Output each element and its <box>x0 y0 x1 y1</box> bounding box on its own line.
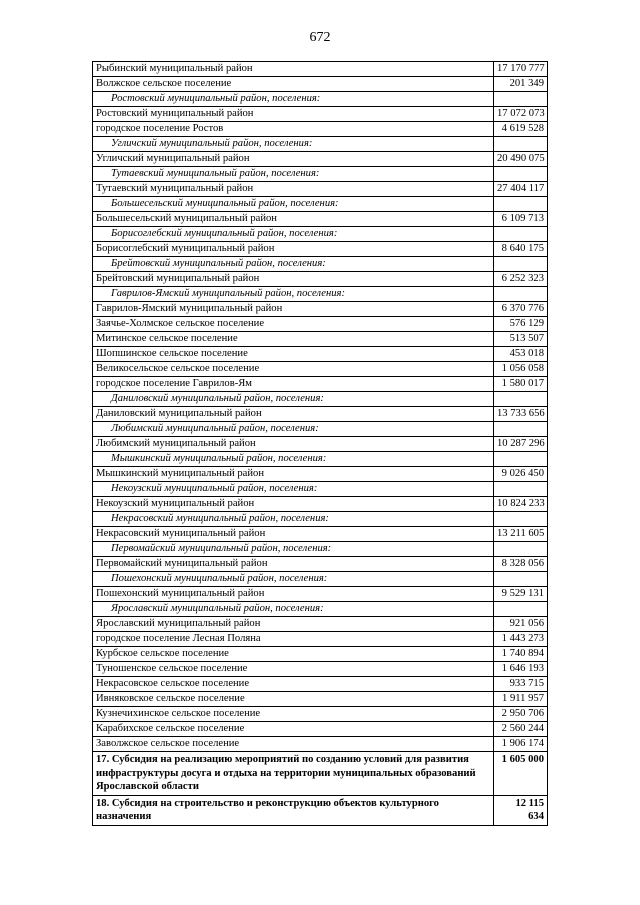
row-name: Ивняковское сельское поселение <box>93 692 494 707</box>
row-value: 12 115 634 <box>494 795 548 825</box>
row-name: Даниловский муниципальный район, поселения: <box>93 392 494 407</box>
row-name: Туношенское сельское поселение <box>93 662 494 677</box>
row-value <box>494 167 548 182</box>
table-row <box>93 737 548 752</box>
row-name: Кузнечихинское сельское поселение <box>93 707 494 722</box>
section-header-row <box>93 392 548 407</box>
row-value: 453 018 <box>494 347 548 362</box>
row-value: 201 349 <box>494 77 548 92</box>
row-name: Некоузский муниципальный район, поселения: <box>93 482 494 497</box>
row-value: 27 404 117 <box>494 182 548 197</box>
row-name: Угличский муниципальный район, поселения: <box>93 137 494 152</box>
row-name: Тутаевский муниципальный район <box>93 182 494 197</box>
row-name: Волжское сельское поселение <box>93 77 494 92</box>
row-value: 13 211 605 <box>494 527 548 542</box>
row-name: Пошехонский муниципальный район, поселения: <box>93 572 494 587</box>
table-row <box>93 437 548 452</box>
row-name: городское поселение Ростов <box>93 122 494 137</box>
row-name: 18. Субсидия на строительство и реконструкцию объектов культурного назначения <box>93 795 494 825</box>
table-row <box>93 107 548 122</box>
row-name: Некрасовский муниципальный район, поселения: <box>93 512 494 527</box>
row-name: Брейтовский муниципальный район, поселения: <box>93 257 494 272</box>
table-row <box>93 62 548 77</box>
row-value: 1 646 193 <box>494 662 548 677</box>
row-value: 1 911 957 <box>494 692 548 707</box>
budget-table <box>92 61 548 826</box>
row-name: Заволжское сельское поселение <box>93 737 494 752</box>
row-name: городское поселение Лесная Поляна <box>93 632 494 647</box>
table-row <box>93 272 548 287</box>
row-value <box>494 392 548 407</box>
row-value: 4 619 528 <box>494 122 548 137</box>
table-row <box>93 347 548 362</box>
table-row <box>93 467 548 482</box>
row-value: 8 640 175 <box>494 242 548 257</box>
row-name: Шопшинское сельское поселение <box>93 347 494 362</box>
row-value <box>494 227 548 242</box>
row-value <box>494 482 548 497</box>
row-value <box>494 287 548 302</box>
section-header-row <box>93 137 548 152</box>
row-value: 10 824 233 <box>494 497 548 512</box>
section-header-row <box>93 512 548 527</box>
row-value <box>494 92 548 107</box>
section-header-row <box>93 287 548 302</box>
row-value <box>494 137 548 152</box>
table-row <box>93 77 548 92</box>
row-name: Мышкинский муниципальный район, поселения: <box>93 452 494 467</box>
row-name: Карабихское сельское поселение <box>93 722 494 737</box>
table-row <box>93 302 548 317</box>
row-name: Заячье-Холмское сельское поселение <box>93 317 494 332</box>
row-name: городское поселение Гаврилов-Ям <box>93 377 494 392</box>
table-row <box>93 182 548 197</box>
row-value: 17 072 073 <box>494 107 548 122</box>
row-value <box>494 542 548 557</box>
table-row <box>93 212 548 227</box>
section-header-row <box>93 422 548 437</box>
table-row <box>93 662 548 677</box>
row-value: 17 170 777 <box>494 62 548 77</box>
table-row <box>93 317 548 332</box>
row-name: Митинское сельское поселение <box>93 332 494 347</box>
table-row <box>93 407 548 422</box>
section-header-row <box>93 257 548 272</box>
row-name: Борисоглебский муниципальный район, поселения: <box>93 227 494 242</box>
row-name: Гаврилов-Ямский муниципальный район, поселения: <box>93 287 494 302</box>
row-value: 1 605 000 <box>494 752 548 796</box>
row-value: 6 109 713 <box>494 212 548 227</box>
row-name: Любимский муниципальный район <box>93 437 494 452</box>
row-value <box>494 197 548 212</box>
row-name: Борисоглебский муниципальный район <box>93 242 494 257</box>
row-value <box>494 572 548 587</box>
page-number: 672 <box>309 30 331 45</box>
row-name: Великосельское сельское поселение <box>93 362 494 377</box>
row-value: 6 252 323 <box>494 272 548 287</box>
row-value <box>494 422 548 437</box>
section-header-row <box>93 92 548 107</box>
row-name: Некрасовское сельское поселение <box>93 677 494 692</box>
table-row <box>93 152 548 167</box>
table-row <box>93 647 548 662</box>
row-name: Тутаевский муниципальный район, поселения: <box>93 167 494 182</box>
row-value: 13 733 656 <box>494 407 548 422</box>
row-name: Первомайский муниципальный район, поселения: <box>93 542 494 557</box>
row-value: 10 287 296 <box>494 437 548 452</box>
row-value: 9 026 450 <box>494 467 548 482</box>
row-value: 20 490 075 <box>494 152 548 167</box>
row-value <box>494 512 548 527</box>
row-name: Ростовский муниципальный район <box>93 107 494 122</box>
section-header-row <box>93 482 548 497</box>
subsidy-total-row <box>93 795 548 825</box>
row-value: 1 580 017 <box>494 377 548 392</box>
table-row <box>93 707 548 722</box>
row-value <box>494 257 548 272</box>
table-row <box>93 122 548 137</box>
row-value: 1 740 894 <box>494 647 548 662</box>
row-value: 8 328 056 <box>494 557 548 572</box>
table-row <box>93 332 548 347</box>
table-row <box>93 617 548 632</box>
row-name: 17. Субсидия на реализацию мероприятий по созданию условий для развития инфраструктуры досуга и отдыха на территории муниципальных образований Ярославской области <box>93 752 494 796</box>
row-name: Угличский муниципальный район <box>93 152 494 167</box>
table-row <box>93 497 548 512</box>
table-row <box>93 632 548 647</box>
row-name: Большесельский муниципальный район, поселения: <box>93 197 494 212</box>
section-header-row <box>93 602 548 617</box>
row-name: Первомайский муниципальный район <box>93 557 494 572</box>
table-row <box>93 362 548 377</box>
row-name: Большесельский муниципальный район <box>93 212 494 227</box>
table-row <box>93 242 548 257</box>
subsidy-total-row <box>93 752 548 796</box>
section-header-row <box>93 542 548 557</box>
table-row <box>93 557 548 572</box>
row-value: 9 529 131 <box>494 587 548 602</box>
row-name: Любимский муниципальный район, поселения: <box>93 422 494 437</box>
table-row <box>93 527 548 542</box>
row-name: Даниловский муниципальный район <box>93 407 494 422</box>
row-value: 6 370 776 <box>494 302 548 317</box>
row-name: Ярославский муниципальный район, поселения: <box>93 602 494 617</box>
row-value: 1 443 273 <box>494 632 548 647</box>
row-name: Рыбинский муниципальный район <box>93 62 494 77</box>
section-header-row <box>93 572 548 587</box>
row-value <box>494 452 548 467</box>
table-row <box>93 677 548 692</box>
row-name: Некоузский муниципальный район <box>93 497 494 512</box>
section-header-row <box>93 227 548 242</box>
row-name: Курбское сельское поселение <box>93 647 494 662</box>
table-row <box>93 722 548 737</box>
row-value: 513 507 <box>494 332 548 347</box>
row-name: Некрасовский муниципальный район <box>93 527 494 542</box>
table-row <box>93 587 548 602</box>
row-value: 933 715 <box>494 677 548 692</box>
row-value: 921 056 <box>494 617 548 632</box>
table-row <box>93 692 548 707</box>
row-value: 1 056 058 <box>494 362 548 377</box>
row-value: 1 906 174 <box>494 737 548 752</box>
row-value: 576 129 <box>494 317 548 332</box>
section-header-row <box>93 167 548 182</box>
row-name: Пошехонский муниципальный район <box>93 587 494 602</box>
row-name: Мышкинский муниципальный район <box>93 467 494 482</box>
row-value <box>494 602 548 617</box>
row-name: Брейтовский муниципальный район <box>93 272 494 287</box>
section-header-row <box>93 452 548 467</box>
row-name: Ростовский муниципальный район, поселения: <box>93 92 494 107</box>
row-name: Гаврилов-Ямский муниципальный район <box>93 302 494 317</box>
row-value: 2 950 706 <box>494 707 548 722</box>
table-row <box>93 377 548 392</box>
section-header-row <box>93 197 548 212</box>
row-value: 2 560 244 <box>494 722 548 737</box>
row-name: Ярославский муниципальный район <box>93 617 494 632</box>
